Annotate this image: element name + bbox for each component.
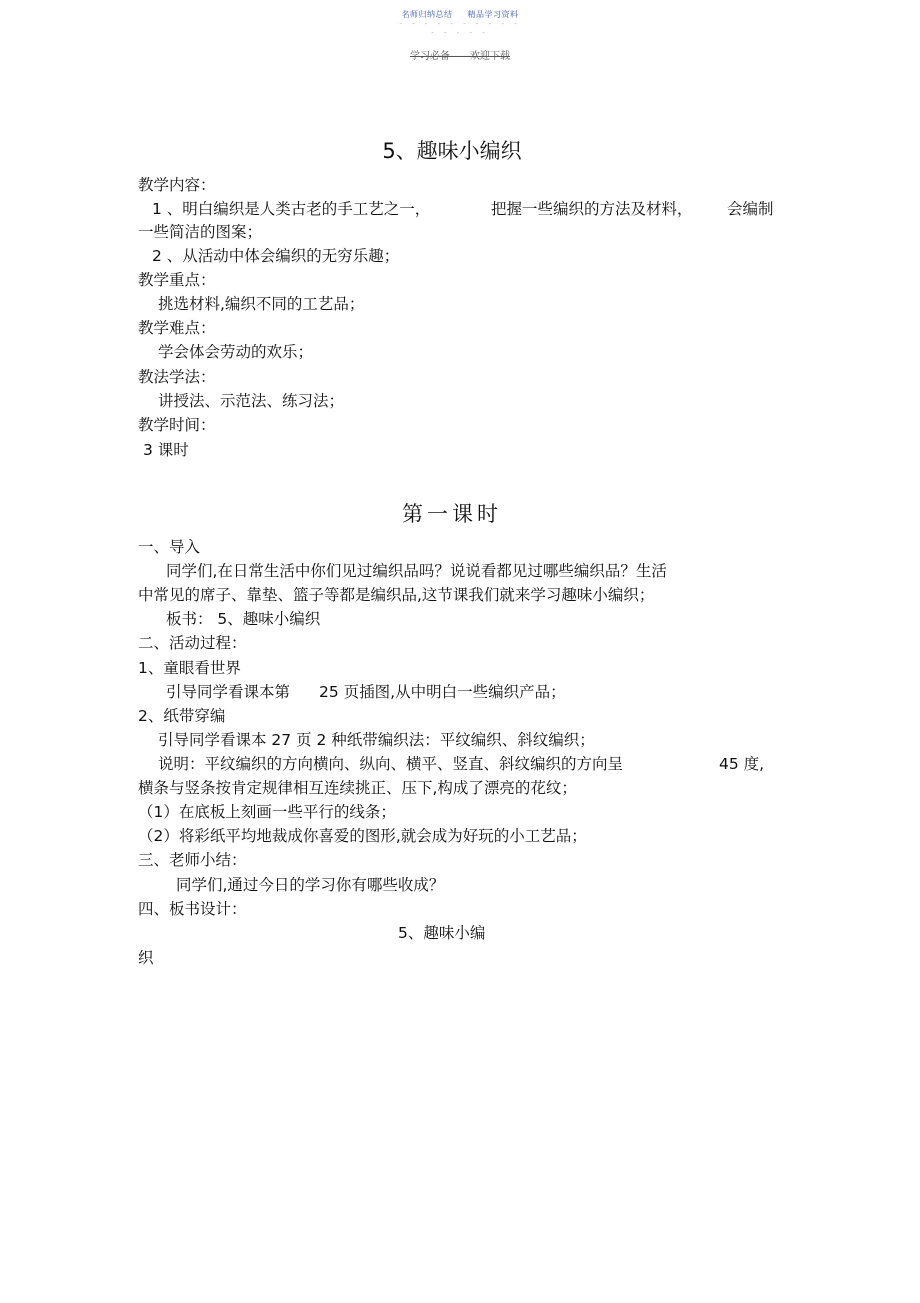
s2-2-item-1: （1）在底板上刻画一些平行的线条； [138, 803, 396, 821]
s3-text: 同学们,通过今日的学习你有哪些收成？ [176, 876, 445, 894]
page-title: 5、趣味小编织 [382, 139, 522, 163]
content-1a: 1 、明白编织是人类古老的手工艺之一， [152, 200, 431, 218]
header-subtitle: 学习必备——欢迎下载 [410, 51, 510, 62]
method-text: 讲授法、示范法、练习法； [158, 392, 345, 410]
header-dashes-2: - - - - - [431, 29, 489, 37]
s2-2-item-2: （2）将彩纸平均地裁成你喜爱的图形,就会成为好玩的小工艺品； [138, 827, 587, 845]
s4-board-b: 织 [138, 949, 154, 967]
s1-paragraph-2: 中常见的席子、靠垫、篮子等都是编织品,这节课我们就来学习趣味小编织； [138, 586, 655, 604]
s1-board: 板书： 5、趣味小编织 [166, 610, 321, 628]
s2-1-title: 1、童眼看世界 [138, 659, 241, 677]
s2-1-text-b: 25 页插图,从中明白一些编织产品； [319, 683, 566, 701]
content-1b: 把握一些编织的方法及材料， [491, 200, 693, 218]
s2-2-note-a: 说明：平纹编织的方向横向、纵向、横平、竖直、斜纹编织的方向呈 [158, 755, 624, 773]
s4-board-a: 5、趣味小编 [398, 924, 486, 942]
s1-title: 一、导入 [138, 538, 201, 556]
key-text: 挑选材料,编织不同的工艺品； [158, 295, 365, 313]
s2-2-note-c: 横条与竖条按肯定规律相互连续挑正、压下,构成了漂亮的花纹； [138, 779, 577, 797]
content-2: 2 、从活动中体会编织的无穷乐趣； [152, 247, 400, 265]
header-top-left: 名师归纳总结 [401, 10, 453, 19]
s2-2-note-b: 45 度, [719, 755, 765, 773]
header-top-right: 精品学习资料 [467, 10, 519, 19]
difficulty-text: 学会体会劳动的欢乐； [158, 343, 314, 361]
time-label: 教学时间： [138, 416, 216, 434]
content-label: 教学内容： [138, 176, 216, 194]
header-dashes-1: - - - - - - - - - - [399, 20, 521, 28]
content-1d: 一些简洁的图案； [138, 223, 263, 241]
s2-2-title: 2、纸带穿编 [138, 707, 226, 725]
method-label: 教法学法： [138, 368, 216, 386]
key-label: 教学重点： [138, 271, 216, 289]
lesson-heading: 第一课时 [402, 502, 502, 526]
header-top-line [0, 9, 920, 20]
s2-2-text: 引导同学看课本 27 页 2 种纸带编织法：平纹编织、斜纹编织； [158, 731, 595, 749]
s2-1-text-a: 引导同学看课本第 [166, 683, 291, 701]
content-1c: 会编制 [727, 200, 774, 218]
s4-title: 四、板书设计： [138, 900, 247, 918]
difficulty-label: 教学难点： [138, 319, 216, 337]
s1-paragraph-1: 同学们,在日常生活中你们见过编织品吗？说说看都见过哪些编织品？生活 [166, 562, 667, 580]
s3-title: 三、老师小结： [138, 851, 247, 869]
s2-title: 二、活动过程： [138, 634, 247, 652]
time-text: 3 课时 [143, 441, 189, 459]
